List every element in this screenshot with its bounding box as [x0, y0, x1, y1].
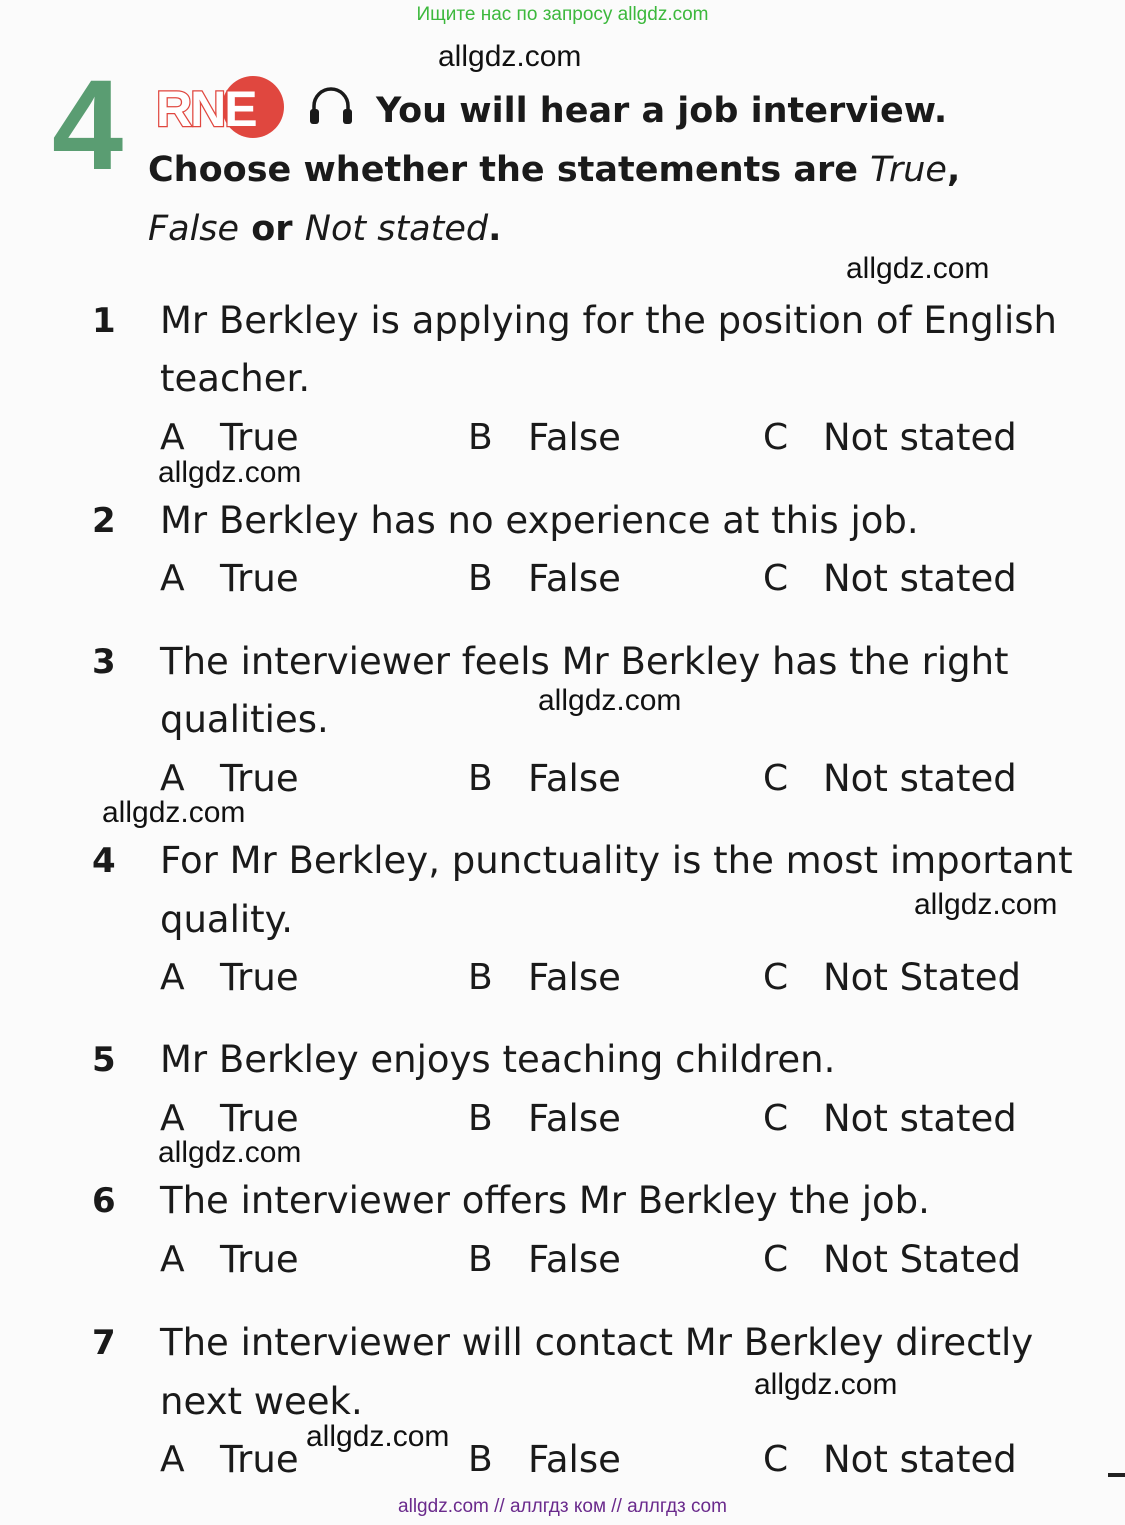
question-number: 2: [92, 501, 116, 541]
option-b-text[interactable]: False: [528, 757, 621, 800]
watermark: allgdz.com: [102, 796, 246, 829]
option-b-letter[interactable]: B: [468, 758, 493, 799]
option-a-letter[interactable]: A: [160, 1098, 185, 1139]
question-text: Mr Berkley has no experience at this job.: [160, 499, 919, 542]
question-text: The interviewer feels Mr Berkley has the right: [160, 640, 1009, 683]
exercise-number: 4: [52, 54, 124, 197]
option-c-text[interactable]: Not stated: [823, 1438, 1017, 1481]
option-b-text[interactable]: False: [528, 956, 621, 999]
option-b-letter[interactable]: B: [468, 558, 493, 599]
question-number: 6: [92, 1181, 116, 1221]
option-b-letter[interactable]: B: [468, 1098, 493, 1139]
option-a-text[interactable]: True: [220, 557, 299, 600]
option-b-letter[interactable]: B: [468, 417, 493, 458]
question-number: 1: [92, 301, 116, 341]
option-c-text[interactable]: Not Stated: [823, 956, 1022, 999]
question-text: next week.: [160, 1380, 363, 1423]
option-c-letter[interactable]: C: [763, 1439, 789, 1480]
option-b-text[interactable]: False: [528, 416, 621, 459]
question-text: For Mr Berkley, punctuality is the most important: [160, 839, 1073, 882]
question-number: 4: [92, 841, 116, 881]
option-a-letter[interactable]: A: [160, 417, 185, 458]
option-a-letter[interactable]: A: [160, 1239, 185, 1280]
option-a-text[interactable]: True: [220, 1438, 299, 1481]
top-banner: Ищите нас по запросу allgdz.com: [416, 4, 709, 25]
instruction-line-1: You will hear a job interview.: [376, 91, 948, 131]
question-text: Mr Berkley enjoys teaching children.: [160, 1038, 836, 1081]
watermark: allgdz.com: [754, 1368, 898, 1401]
option-a-text[interactable]: True: [220, 1097, 299, 1140]
option-a-text[interactable]: True: [220, 416, 299, 459]
option-a-text[interactable]: True: [220, 757, 299, 800]
option-a-letter[interactable]: A: [160, 558, 185, 599]
watermark: allgdz.com: [538, 684, 682, 717]
watermark: allgdz.com: [158, 456, 302, 489]
option-a-text[interactable]: True: [220, 1238, 299, 1281]
option-c-text[interactable]: Not stated: [823, 757, 1017, 800]
option-c-text[interactable]: Not stated: [823, 1097, 1017, 1140]
option-b-text[interactable]: False: [528, 1097, 621, 1140]
watermark: allgdz.com: [158, 1136, 302, 1169]
question-text: teacher.: [160, 357, 311, 400]
question-text: qualities.: [160, 698, 329, 741]
headphones-icon: [306, 82, 356, 132]
question-text: quality.: [160, 898, 294, 941]
option-c-letter[interactable]: C: [763, 758, 789, 799]
page-edge-mark: [1108, 1473, 1125, 1477]
option-b-letter[interactable]: B: [468, 957, 493, 998]
option-b-text[interactable]: False: [528, 1438, 621, 1481]
option-c-letter[interactable]: C: [763, 1239, 789, 1280]
question-text: The interviewer will contact Mr Berkley directly: [160, 1321, 1034, 1364]
watermark: allgdz.com: [846, 252, 990, 285]
option-c-letter[interactable]: C: [763, 558, 789, 599]
svg-text:RNE: RNE: [156, 81, 256, 137]
instruction-line-3: False or Not stated.: [148, 209, 502, 249]
question-number: 5: [92, 1040, 116, 1080]
watermark: allgdz.com: [438, 40, 582, 73]
option-c-letter[interactable]: C: [763, 1098, 789, 1139]
question-text: Mr Berkley is applying for the position of English: [160, 299, 1057, 342]
option-a-letter[interactable]: A: [160, 1439, 185, 1480]
option-b-letter[interactable]: B: [468, 1239, 493, 1280]
option-c-letter[interactable]: C: [763, 957, 789, 998]
watermark: allgdz.com: [914, 888, 1058, 921]
question-number: 3: [92, 642, 116, 682]
option-a-text[interactable]: True: [220, 956, 299, 999]
option-a-letter[interactable]: A: [160, 957, 185, 998]
option-c-text[interactable]: Not stated: [823, 557, 1017, 600]
option-c-text[interactable]: Not Stated: [823, 1238, 1022, 1281]
option-a-letter[interactable]: A: [160, 758, 185, 799]
instruction-line-2: Choose whether the statements are True,: [148, 150, 961, 190]
option-c-text[interactable]: Not stated: [823, 416, 1017, 459]
watermark: allgdz.com: [306, 1420, 450, 1453]
option-b-letter[interactable]: B: [468, 1439, 493, 1480]
bottom-banner: allgdz.com // аллгдз ком // аллгдз com: [398, 1496, 727, 1517]
option-c-letter[interactable]: C: [763, 417, 789, 458]
option-b-text[interactable]: False: [528, 557, 621, 600]
option-b-text[interactable]: False: [528, 1238, 621, 1281]
rne-badge: [153, 74, 289, 144]
question-number: 7: [92, 1323, 116, 1363]
question-text: The interviewer offers Mr Berkley the job.: [160, 1179, 930, 1222]
